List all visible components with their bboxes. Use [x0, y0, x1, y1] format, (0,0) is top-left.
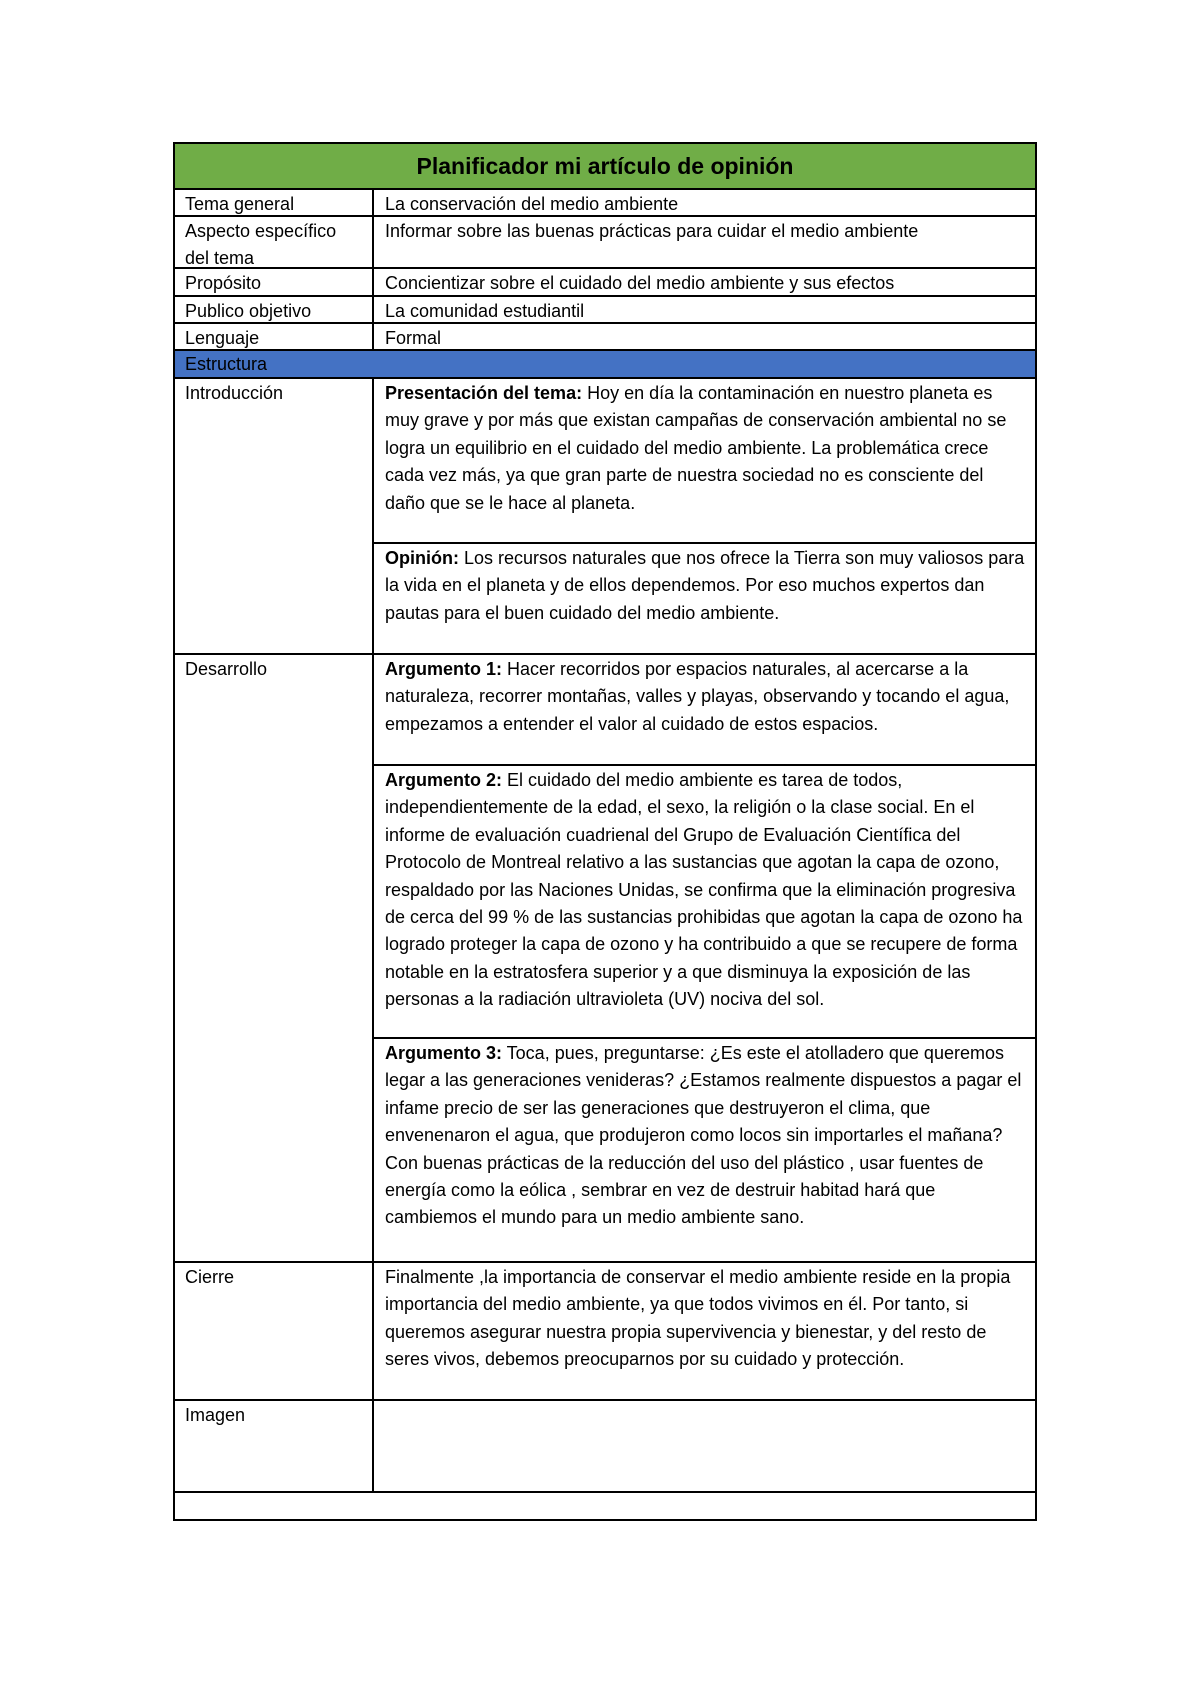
label-proposito: Propósito	[175, 269, 374, 295]
row-empty-footer	[175, 1493, 1035, 1519]
label-cierre: Cierre	[175, 1263, 374, 1399]
label-introduccion: Introducción	[175, 379, 374, 653]
row-lenguaje	[175, 324, 1035, 351]
section-estructura: Estructura	[175, 351, 1035, 379]
label-publico: Publico objetivo	[175, 297, 374, 322]
value-aspecto: Informar sobre las buenas prácticas para cuidar el medio ambiente	[385, 221, 919, 241]
argumento-2-block	[374, 766, 1035, 1039]
row-cierre	[175, 1263, 1035, 1401]
label-desarrollo: Desarrollo	[175, 655, 374, 1261]
row-tema-general	[175, 190, 1035, 217]
row-proposito	[175, 269, 1035, 297]
row-publico	[175, 297, 1035, 324]
value-lenguaje: Formal	[385, 328, 442, 348]
argumento-1-text: Hacer recorridos por espacios naturales, al acercarse a la naturaleza, recorrer montañas, valles y playas, observando y tocando el agua, empezamos a entender el valor al cuidado de estos espacios.	[385, 659, 1010, 734]
value-tema-general: La conservación del medio ambiente	[385, 194, 679, 214]
argumento-1-block	[374, 655, 1035, 766]
value-publico: La comunidad estudiantil	[385, 301, 585, 321]
value-proposito: Concientizar sobre el cuidado del medio ambiente y sus efectos	[385, 273, 895, 293]
value-cierre: Finalmente ,la importancia de conservar el medio ambiente reside en la propia importancia del medio ambiente, ya que todos vivimos en él. Por tanto, si queremos asegurar nuestra propia supervivencia y bienestar, y del resto de seres vivos, debemos preocuparnos por su cuidado y protección.	[385, 1267, 1011, 1370]
opinion-text: Los recursos naturales que nos ofrece la Tierra son muy valiosos para la vida en el planeta y de ellos dependemos. Por eso muchos expertos dan pautas para el buen cuidado del medio ambiente.	[385, 548, 1025, 623]
planner-title: Planificador mi artículo de opinión	[175, 144, 1035, 190]
row-aspecto	[175, 217, 1035, 269]
argumento-3-text: Toca, pues, preguntarse: ¿Es este el atolladero que queremos legar a las generaciones venideras? ¿Estamos realmente dispuestos a pagar el infame precio de ser las generaciones que destruyeron el clima, que envenenaron el agua, que produjeron como locos sin importarles el mañana? Con buenas prácticas de la reducción del uso del plástico , usar fuentes de energía como la eólica , sembrar en vez de destruir habitad hará que cambiemos el mundo para un medio ambiente sano.	[385, 1043, 1022, 1228]
argumento-2-text: El cuidado del medio ambiente es tarea de todos, independientemente de la edad, el sexo, la religión o la clase social. En el informe de evaluación cuadrienal del Grupo de Evaluación Científica del Protocolo de Montreal relativo a las sustancias que agotan la capa de ozono, respaldado por las Naciones Unidas, se confirma que la eliminación progresiva de cerca del 99 % de las sustancias prohibidas que agotan la capa de ozono ha logrado proteger la capa de ozono y ha contribuido a que se recupere de forma notable en la estratosfera superior y a que disminuya la exposición de las personas a la radiación ultravioleta (UV) nociva del sol.	[385, 770, 1023, 1010]
planner-table	[173, 142, 1037, 1521]
opinion-lead: Opinión:	[385, 548, 459, 568]
desarrollo-stack	[374, 655, 1035, 1261]
value-imagen	[374, 1401, 1035, 1491]
presentacion-block	[374, 379, 1035, 544]
argumento-2-lead: Argumento 2:	[385, 770, 502, 790]
argumento-1-lead: Argumento 1:	[385, 659, 502, 679]
argumento-3-block	[374, 1039, 1035, 1261]
opinion-block	[374, 544, 1035, 653]
argumento-3-lead: Argumento 3:	[385, 1043, 502, 1063]
label-lenguaje: Lenguaje	[175, 324, 374, 349]
row-imagen	[175, 1401, 1035, 1493]
row-introduccion	[175, 379, 1035, 655]
presentacion-text: Hoy en día la contaminación en nuestro planeta es muy grave y por más que existan campañas de conservación ambiental no se logra un equilibrio en el cuidado del medio ambiente. La problemática crece cada vez más, ya que gran parte de nuestra sociedad no es consciente del daño que se le hace al planeta.	[385, 383, 1007, 513]
label-tema-general: Tema general	[175, 190, 374, 215]
introduccion-stack	[374, 379, 1035, 653]
label-imagen: Imagen	[175, 1401, 374, 1491]
presentacion-lead: Presentación del tema:	[385, 383, 583, 403]
row-desarrollo	[175, 655, 1035, 1263]
label-aspecto: Aspecto específico del tema	[175, 217, 374, 267]
